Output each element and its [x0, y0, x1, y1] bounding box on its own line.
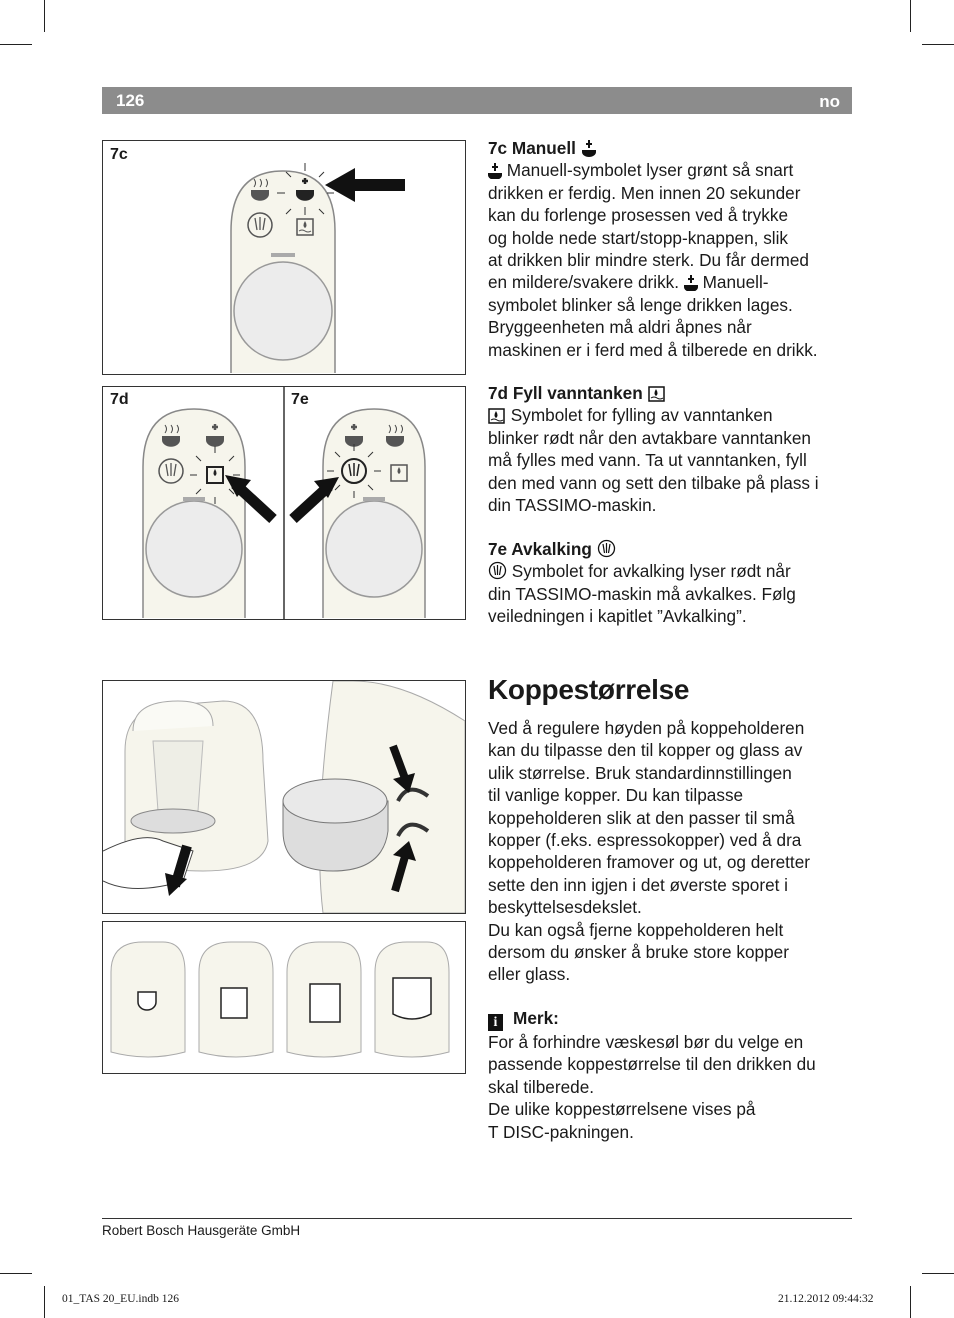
kopp-line-8: sette den inn igjen i det øverste sporet i [488, 874, 788, 895]
section-merk [488, 1007, 850, 1143]
section-title-avkalking: 7e Avkalking [488, 539, 592, 559]
manuell-line-8: Bryggeenheten må aldri åpnes når [488, 317, 752, 338]
kopp-line-6: kopper (f.eks. espressokopper) ved å dra [488, 830, 802, 851]
merk-line-5: T DISC-pakningen. [488, 1121, 634, 1142]
crop-mark [44, 0, 45, 32]
section-title-manuell: 7c Manuell [488, 138, 576, 158]
section-avkalking [488, 538, 850, 628]
crop-mark [910, 0, 911, 32]
manual-cup-icon [684, 274, 698, 291]
info-icon: i [488, 1014, 503, 1031]
section-fyll-vanntanken [488, 382, 850, 516]
fyll-line-2: blinker rødt når den avtakbare vanntanken [488, 427, 811, 448]
figure-label-7c: 7c [110, 146, 128, 163]
fyll-line-3: må fylles med vann. Ta ut vanntanken, fyll [488, 450, 807, 471]
cup-sizes-illustration [103, 922, 465, 1073]
figure-label-7e: 7e [291, 391, 309, 408]
manuell-line-6: en mildere/svakere drikk. [488, 272, 684, 293]
kopp-line-10: Du kan også fjerne koppeholderen helt [488, 919, 784, 940]
merk-line-3: skal tilberede. [488, 1076, 595, 1097]
crop-mark [922, 44, 954, 45]
manuell-line-1: Manuell-symbolet lyser grønt så snart [502, 160, 794, 181]
language-code: no [819, 92, 840, 111]
print-slug-file: 01_TAS 20_EU.indb 126 [62, 1293, 179, 1305]
manuell-line-2: drikken er ferdig. Men innen 20 sekunder [488, 182, 801, 203]
crop-mark [0, 1273, 32, 1274]
crop-mark [0, 44, 32, 45]
kopp-line-4: til vanlige kopper. Du kan tilpasse [488, 785, 744, 806]
figure-label-7d: 7d [110, 391, 129, 408]
water-tank-icon [648, 384, 666, 402]
arrow-icon [325, 168, 405, 202]
merk-title: Merk: [513, 1008, 559, 1028]
manuell-line-5: at drikken blir mindre sterk. Du får dermed [488, 250, 809, 271]
manuell-line-6-tail: Manuell- [697, 272, 769, 293]
manual-cup-icon [581, 139, 597, 157]
kopp-line-5: koppeholderen slik at den passer til små [488, 807, 795, 828]
section-manuell [488, 137, 850, 361]
kopp-line-3: ulik størrelse. Bruk standardinnstillingen [488, 762, 792, 783]
page-number: 126 [116, 91, 145, 110]
avkalking-line-3: veiledningen i kapitlet ”Avkalking”. [488, 606, 747, 627]
merk-line-2: passende koppestørrelse til den drikken du [488, 1054, 816, 1075]
cup-holder-illustration [103, 681, 465, 913]
descaling-icon [488, 561, 507, 580]
kopp-line-7: koppeholderen framover og ut, og deretter [488, 852, 810, 873]
manuell-line-4: og holde nede start/stopp-knappen, slik [488, 227, 789, 248]
crop-mark [922, 1273, 954, 1274]
footer-company: Robert Bosch Hausgeräte GmbH [102, 1223, 301, 1238]
crop-mark [44, 1286, 45, 1318]
manual-cup-icon [488, 162, 502, 179]
crop-mark [910, 1286, 911, 1318]
section-title-fyll: 7d Fyll vanntanken [488, 383, 643, 403]
manuell-line-7: symbolet blinker så lenge drikken lages. [488, 294, 793, 315]
footer-rule [102, 1218, 852, 1219]
kopp-line-1: Ved å regulere høyden på koppeholderen [488, 718, 805, 738]
fyll-line-4: den med vann og sett den tilbake på plass i [488, 472, 819, 493]
kopp-line-2: kan du tilpasse den til kopper og glass av [488, 740, 803, 761]
kopp-line-11: dersom du ønsker å bruke store kopper [488, 942, 789, 963]
section-koppestorrelse [488, 717, 850, 986]
merk-line-1: For å forhindre væskesøl bør du velge en [488, 1032, 804, 1052]
section-heading-koppestorrelse: Koppestørrelse [488, 674, 690, 705]
page-header-bar [102, 87, 852, 114]
manuell-line-9: maskinen er i ferd med å tilberede en drikk. [488, 339, 818, 360]
fyll-line-5: din TASSIMO-maskin. [488, 495, 657, 516]
merk-line-4: De ulike koppestørrelsene vises på [488, 1099, 756, 1120]
avkalking-line-1: Symbolet for avkalking lyser rødt når [507, 561, 791, 582]
kopp-line-9: beskyttelsesdekslet. [488, 897, 642, 918]
figure-7c [102, 140, 466, 375]
kopp-line-12: eller glass. [488, 964, 571, 985]
figure-cup-sizes [102, 921, 466, 1074]
machine-panels-illustration [103, 387, 465, 619]
machine-control-panel-illustration [103, 141, 465, 374]
manuell-line-3: kan du forlenge prosessen ved å trykke [488, 205, 789, 226]
figure-cup-holder [102, 680, 466, 914]
descaling-icon [597, 539, 616, 558]
avkalking-line-2: din TASSIMO-maskin må avkalkes. Følg [488, 583, 796, 604]
figure-7d-7e [102, 386, 466, 620]
print-slug-date: 21.12.2012 09:44:32 [778, 1293, 874, 1305]
fyll-line-1: Symbolet for fylling av vanntanken [506, 405, 773, 426]
water-tank-icon [488, 406, 506, 424]
